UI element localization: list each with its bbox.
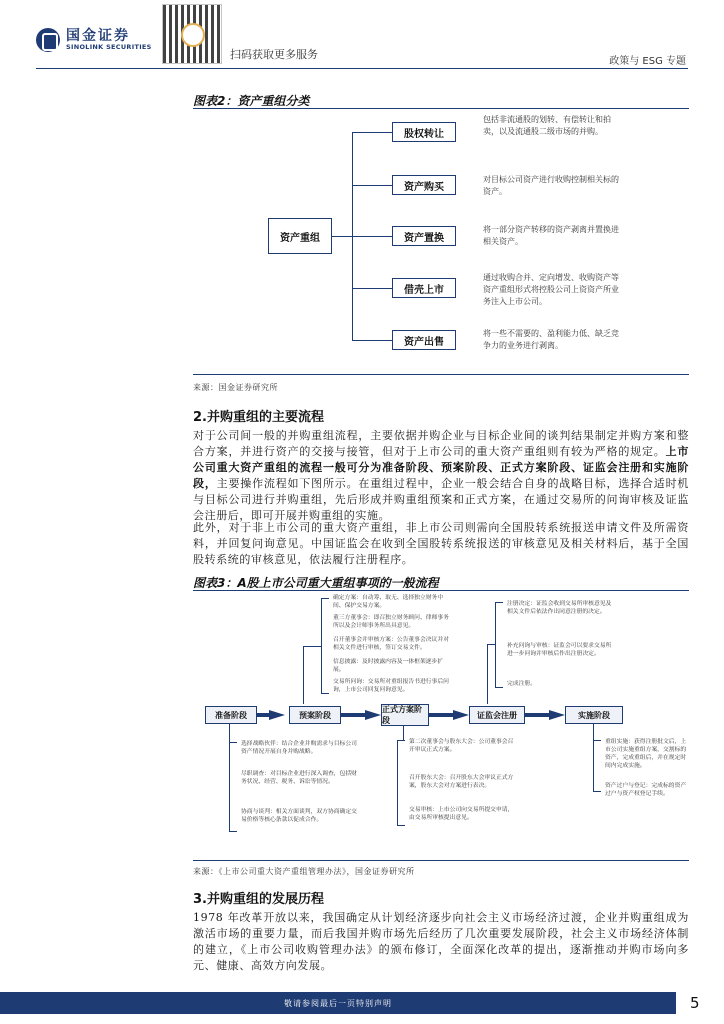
qr-code-icon [162, 4, 222, 64]
figure3-flowchart [193, 592, 689, 854]
note: 资产过户与登记：完成标的资产过户与资产权登记手续。 [605, 783, 687, 797]
connector [352, 132, 392, 133]
connector [352, 288, 392, 289]
arrow-right-icon [549, 710, 565, 720]
figure3-title: 图表3：A股上市公司重大重组事项的一般流程 [193, 576, 439, 590]
figure2-diagram [265, 110, 625, 360]
bracket [229, 742, 237, 832]
p1-text-bold: 上市公司重大资产重组的流程一般可分为准备阶段、预案阶段、正式方案阶段、证监会注册和实施阶段， [193, 445, 690, 490]
section2-paragraph2: 此外，对于非上市公司的重大资产重组，非上市公司则需向全国股转系统报送申请文件及所需资料，并回复问询意见。中国证监会在收到全国股转系统报送的审核意见及相关材料后，基于全国股转系统的审核意见，依法履行注册程序。 [193, 521, 689, 566]
bracket [593, 740, 601, 792]
connector [487, 644, 488, 704]
stage-preparation: 准备阶段 [205, 706, 257, 724]
arrow-right-icon [453, 710, 469, 720]
stage-formal-plan: 正式方案阶段 [381, 704, 429, 726]
p1-text-a: 对于公司间一般的并购重组流程，主要依据并购企业与目标企业间的谈判结果制定并购方案和整合方案，并进行资产的交接与接管，但对于上市公司的重大资产重组则有较为严格的规定。 [193, 429, 689, 458]
figure3-source: 来源：《上市公司重大资产重组管理办法》，国金证券研究所 [193, 867, 415, 876]
note: 信息披露：及时披露内容及一体框架逐步扩展。 [333, 659, 444, 673]
figure3-bottom-rule [193, 860, 689, 861]
node-desc: 将一些不需要的、盈利能力低、缺乏竞争力的业务进行剥离。 [483, 329, 619, 350]
stage-csrc-registration: 证监会注册 [469, 706, 525, 724]
connector [352, 340, 392, 341]
stage-preplan: 预案阶段 [289, 706, 341, 724]
node-desc: 包括非流通股的划转、有偿转让和拍卖，以及流通股二级市场的并购。 [483, 115, 611, 136]
figure2-bottom-rule [193, 374, 689, 375]
page-footer [0, 992, 724, 1024]
logo-cn-text: 国金证券 [66, 27, 130, 44]
node-desc: 通过收购合并、定向增发、收购资产等资产重组形式将控股公司上资资产所业务注入上市公司。 [483, 273, 619, 306]
connector [303, 646, 304, 704]
header-divider [36, 68, 688, 69]
footer-disclaimer: 敬请参阅最后一页特别声明 [284, 998, 392, 1008]
connector [332, 236, 352, 237]
note: 协商与谈判：相关方面谈判，双方协商确定交易价格等核心条款以促成合作。 [241, 809, 357, 823]
node-equity-transfer: 股权转让 [392, 122, 456, 142]
node-asset-sale: 资产出售 [392, 330, 456, 350]
stage-implementation: 实施阶段 [565, 706, 623, 724]
report-type: 政策与 ESG 专题 [609, 56, 686, 67]
page-header [0, 0, 724, 72]
arrow-right-icon [269, 710, 285, 720]
connector [352, 236, 392, 237]
connector [352, 185, 392, 186]
section3-heading: 3.并购重组的发展历程 [193, 892, 324, 907]
node-asset-purchase: 资产购买 [392, 175, 456, 195]
note: 重组实施：获得注册批文后，上市公司实施重组方案，交割标的资产，完成重组后，并在规定时间内完成实施。 [605, 739, 687, 769]
footer-bar [0, 992, 676, 1014]
connector [403, 726, 404, 740]
note: 交易审核：上市公司向交易所提交申请，由交易所审核提出意见。 [409, 807, 514, 821]
note: 补充问询与审核：证监会可以要求交易所进一步问询并审核后作出注册决定。 [507, 643, 612, 657]
bracket [397, 740, 405, 826]
note: 尽职调查：对目标企业进行深入调查，包括财务状况、经营、税务、诉讼等情况。 [241, 771, 357, 785]
section2-heading: 2.并购重组的主要流程 [193, 410, 324, 425]
node-backdoor-listing: 借壳上市 [392, 278, 456, 298]
note: 完成注册。 [507, 681, 536, 687]
section2-paragraph1 [193, 428, 689, 524]
node-asset-swap: 资产置换 [392, 226, 456, 246]
qr-caption: 扫码获取更多服务 [230, 48, 318, 61]
section3-paragraph1: 1978 年改革开放以来，我国确定从计划经济逐步向社会主义市场经济过渡，企业并购重组成为激活市场的重要力量，而后我国并购市场先后经历了几次重要发展阶段，社会主义市场经济体制的建立，《上市公司收购管理办法》的颁布修订，全面深化改革的提出，逐渐推动并购市场向多元、健康、高效方向发展。 [193, 911, 689, 972]
note: 召开股东大会：召开股东大会审议正式方案，股东大会对方案进行表决。 [409, 775, 514, 789]
bracket [495, 602, 503, 688]
figure2-source: 来源：国金证券研究所 [193, 383, 278, 392]
note: 交易所问询：交易所对重组报告书进行事后问询，上市公司回复问询意见。 [333, 679, 449, 693]
p1-text-c: 主要操作流程如下图所示。在重组过程中，企业一般会结合自身的战略目标，选择合适时机与目标公司进行并购重组，先后形成并购重组预案和正式方案，在通过交易所的问询审核及证监会注册后，即可开展并购重组的实施。 [193, 477, 690, 522]
figure2-title: 图表2：资产重组分类 [193, 94, 310, 108]
node-desc: 将一部分资产转移的资产剥离并置换进相关资产。 [483, 225, 619, 246]
connector [593, 724, 594, 740]
connector [487, 644, 495, 645]
note: 注册决定：证监会收到交易所审核意见及相关文件后依法作出同意注册的决定。 [507, 601, 612, 615]
note: 确定方案：自动筹、取无、选择独立财务中间、保护交易方案。 [333, 595, 444, 609]
note: 第二次董事会与股东大会：公司董事会召开审议正式方案。 [409, 739, 514, 753]
figure2-rule [193, 108, 689, 109]
arrow-right-icon [365, 710, 381, 720]
note: 召开董事会并审核方案：公告董事会决议并对相关文件进行审核，签订交易文件。 [333, 637, 449, 651]
root-node: 资产重组 [268, 218, 332, 254]
note: 选择战略伙伴：结合企业并购需求与目标公司资产情况开展自身并购战略。 [241, 741, 357, 755]
note: 董三方董事会：即召独立财务顾问、律师事务所以及会计师事务所出具意见。 [333, 615, 449, 629]
node-desc: 对目标公司资产进行收购控制相关标的资产。 [483, 175, 619, 196]
company-logo [36, 28, 152, 52]
figure3-rule [193, 590, 689, 591]
bracket [321, 598, 329, 694]
logo-icon [36, 28, 60, 52]
connector [303, 646, 321, 647]
logo-en-text: SINOLINK SECURITIES [66, 43, 152, 52]
page-number: 5 [690, 994, 700, 1012]
